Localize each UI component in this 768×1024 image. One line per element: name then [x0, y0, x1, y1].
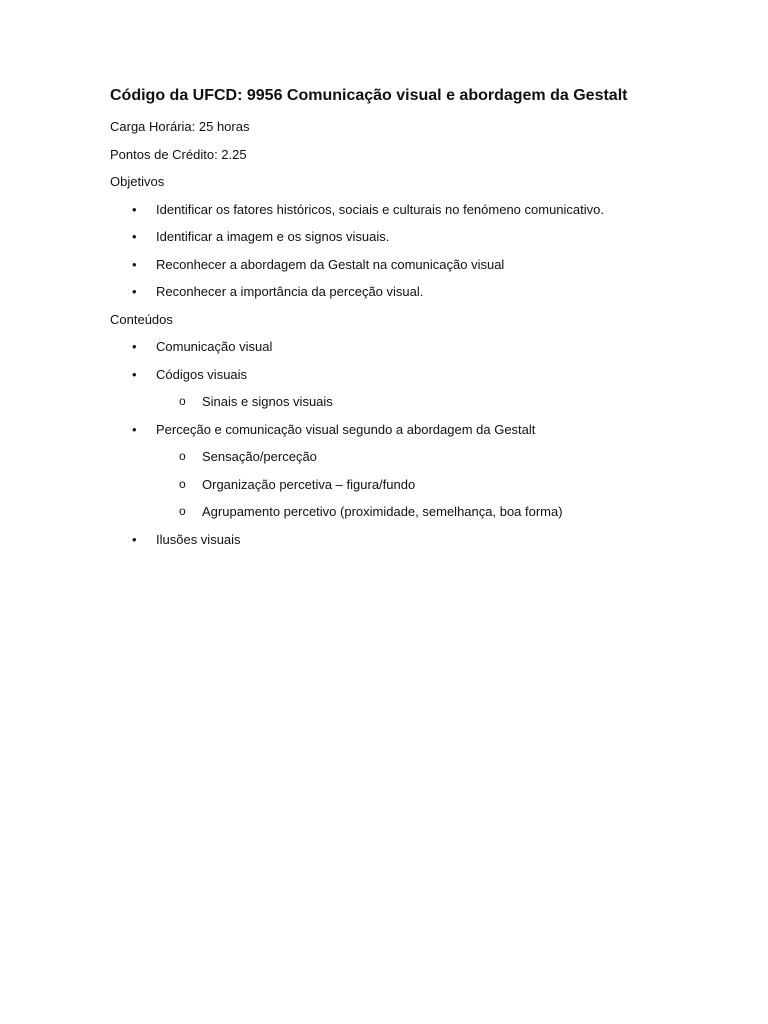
- bullet-icon: •: [132, 284, 137, 299]
- sub-list-item: [156, 393, 690, 410]
- bullet-icon: •: [132, 229, 137, 244]
- list-item-text: Códigos visuais: [156, 366, 248, 382]
- sub-list: [156, 393, 690, 410]
- list-item-text: Reconhecer a importância da perceção visual.: [156, 284, 424, 299]
- list-item-text: Comunicação visual: [156, 339, 273, 354]
- bullet-icon: •: [132, 366, 137, 382]
- list-item-text: Reconhecer a abordagem da Gestalt na comunicação visual: [156, 256, 505, 272]
- bullet-icon: •: [132, 339, 137, 354]
- circle-bullet-icon: o: [179, 476, 186, 491]
- list-item: [110, 338, 690, 355]
- sub-list: [156, 448, 690, 520]
- list-item: [110, 228, 690, 245]
- sub-list-item-text: Agrupamento percetivo (proximidade, semelhança, boa forma): [202, 504, 563, 519]
- list-item: [110, 256, 690, 273]
- conteudos-list: [110, 338, 690, 548]
- list-item: [110, 201, 690, 218]
- objetivos-heading: Objetivos: [110, 174, 165, 189]
- objetivos-list: [110, 201, 690, 301]
- circle-bullet-icon: o: [179, 394, 186, 408]
- pontos-credito: Pontos de Crédito: 2.25: [110, 146, 247, 162]
- list-item-text: Identificar a imagem e os signos visuais.: [156, 229, 390, 244]
- list-item: [110, 421, 690, 521]
- list-item-text: Perceção e comunicação visual segundo a abordagem da Gestalt: [156, 421, 536, 437]
- list-item-text: Identificar os fatores históricos, sociais e culturais no fenómeno comunicativo.: [156, 201, 604, 217]
- bullet-icon: •: [132, 531, 137, 547]
- list-item-text: Ilusões visuais: [156, 531, 241, 547]
- circle-bullet-icon: o: [179, 504, 186, 518]
- list-item: [110, 366, 690, 411]
- sub-list-item-text: Sinais e signos visuais: [202, 394, 333, 409]
- document-content: [110, 86, 690, 558]
- circle-bullet-icon: o: [179, 449, 186, 463]
- sub-list-item-text: Organização percetiva – figura/fundo: [202, 476, 416, 492]
- sub-list-item: [156, 476, 690, 493]
- sub-list-item: [156, 448, 690, 465]
- carga-horaria: Carga Horária: 25 horas: [110, 119, 250, 134]
- list-item: [110, 531, 690, 548]
- sub-list-item-text: Sensação/perceção: [202, 449, 317, 464]
- conteudos-heading: Conteúdos: [110, 311, 173, 327]
- bullet-icon: •: [132, 421, 137, 437]
- bullet-icon: •: [132, 256, 137, 272]
- document-title: Código da UFCD: 9956 Comunicação visual e abordagem da Gestalt: [110, 87, 628, 104]
- list-item: [110, 283, 690, 300]
- bullet-icon: •: [132, 201, 137, 217]
- sub-list-item: [156, 503, 690, 520]
